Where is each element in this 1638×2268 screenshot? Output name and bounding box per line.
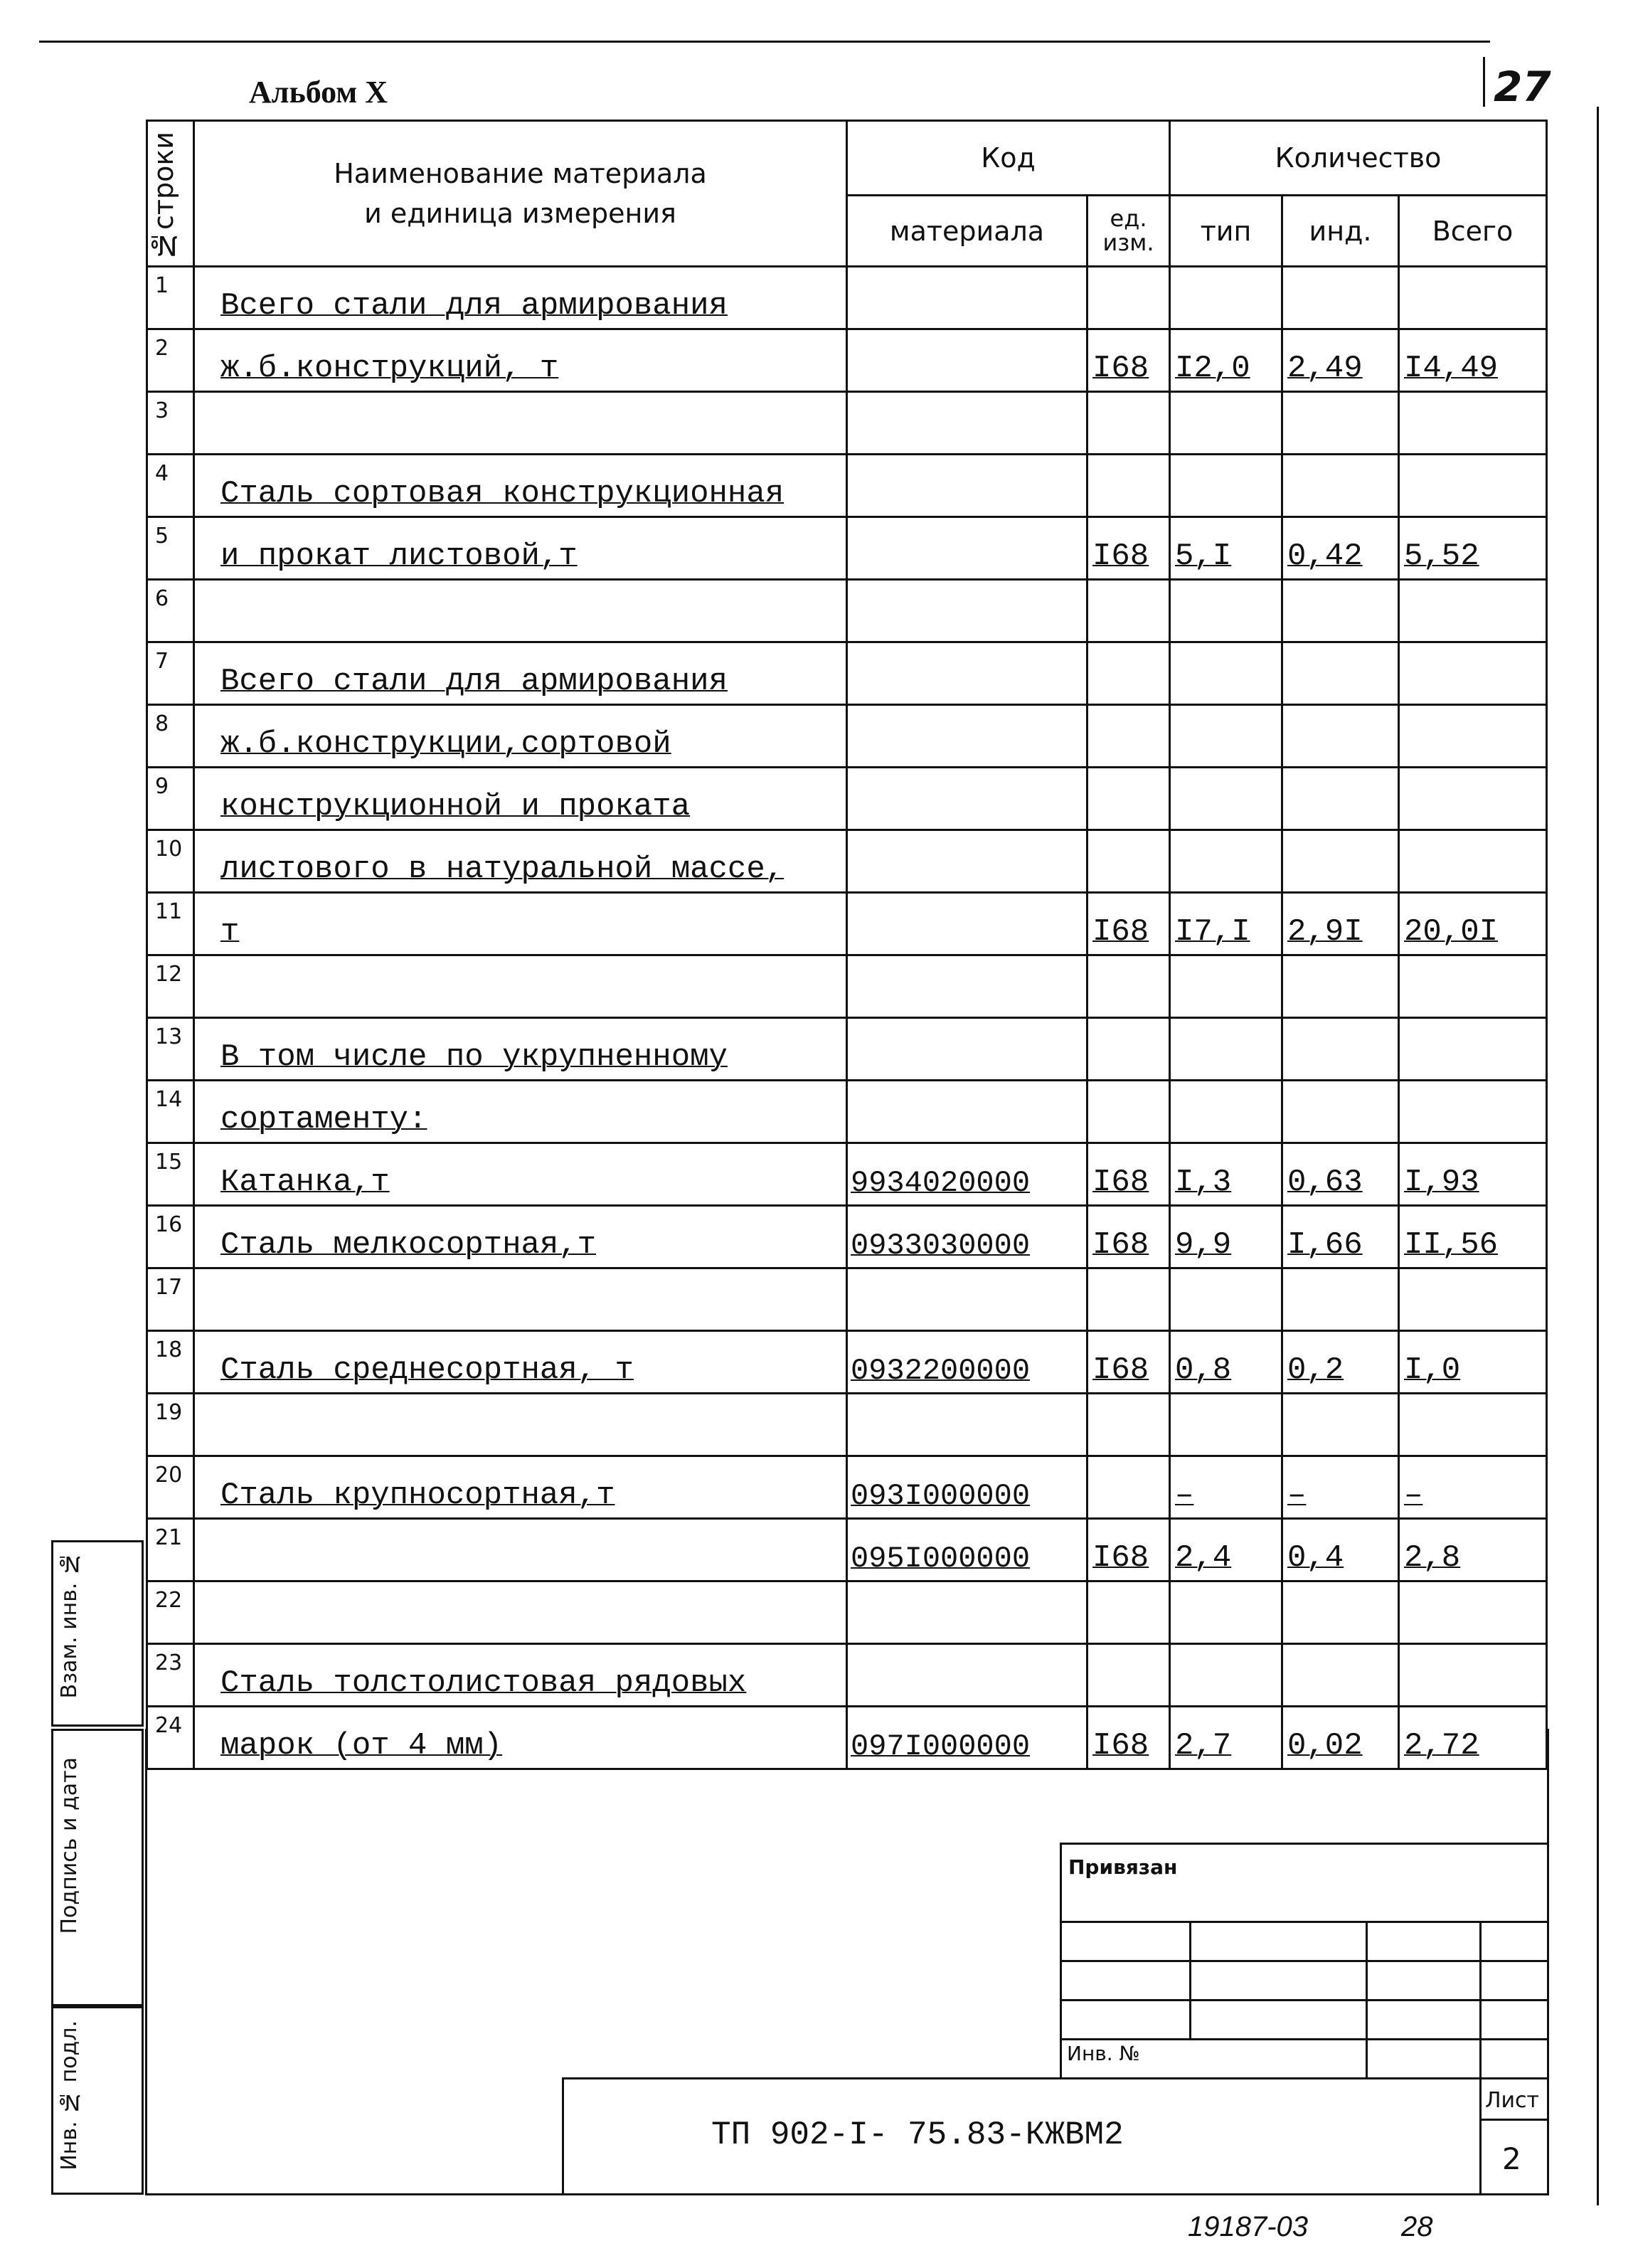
material-code: 0932200000 [847,1331,1087,1394]
unit-code: I68 [1087,1143,1170,1206]
qty-ind: I,66 [1282,1206,1399,1268]
stamp-privyazan-top [1060,1843,1549,1845]
qty-total [1399,1018,1547,1081]
material-name: Сталь толстолистовая рядовых [194,1644,847,1707]
row-number: 2 [147,329,194,392]
table-row [147,1081,1547,1143]
qty-total: – [1399,1456,1547,1519]
material-code [847,580,1087,642]
table-row [147,768,1547,830]
qty-ind: 0,63 [1282,1143,1399,1206]
material-code [847,893,1087,955]
right-margin-line [1597,107,1599,2205]
stamp-row-2 [1060,1960,1549,1962]
material-name [194,1394,847,1456]
row-number: 5 [147,517,194,580]
qty-ind: 0,2 [1282,1331,1399,1394]
material-code [847,768,1087,830]
qty-total: 2,8 [1399,1519,1547,1581]
title-block-top [562,2077,1549,2079]
material-name: и прокат листовой,т [194,517,847,580]
table-row [147,455,1547,517]
material-name: сортаменту: [194,1081,847,1143]
material-code [847,517,1087,580]
qty-ind [1282,705,1399,768]
material-code [847,642,1087,705]
unit-code: I68 [1087,329,1170,392]
qty-type: I2,0 [1170,329,1282,392]
unit-code [1087,267,1170,329]
unit-code: I68 [1087,1206,1170,1268]
footer-page-number: 28 [1401,2211,1433,2242]
material-name [194,1581,847,1644]
row-number: 16 [147,1206,194,1268]
qty-ind [1282,955,1399,1018]
row-number: 3 [147,392,194,455]
sheet-number: 2 [1502,2141,1521,2176]
table-row [147,1644,1547,1707]
sheet-label: Лист [1485,2088,1540,2113]
qty-type: – [1170,1456,1282,1519]
header-row-number-label: №строки [148,131,179,261]
unit-code [1087,1456,1170,1519]
stamp-row-3 [1060,1999,1549,2001]
qty-total [1399,267,1547,329]
material-code [847,1644,1087,1707]
qty-type: 0,8 [1170,1331,1282,1394]
unit-code: I68 [1087,893,1170,955]
qty-total [1399,955,1547,1018]
qty-type [1170,1268,1282,1331]
top-rule [39,41,1490,43]
row-number: 23 [147,1644,194,1707]
table-row [147,1394,1547,1456]
qty-ind [1282,768,1399,830]
qty-ind [1282,1394,1399,1456]
stamp-col-2 [1366,1921,1368,2077]
row-number: 9 [147,768,194,830]
material-name [194,1268,847,1331]
table-row [147,1581,1547,1644]
stamp-privyazan-label: Привязан [1068,1855,1178,1879]
row-number: 13 [147,1018,194,1081]
qty-total [1399,1644,1547,1707]
row-number: 11 [147,893,194,955]
document-code: ТП 902-I- 75.83-КЖВМ2 [711,2116,1124,2153]
qty-ind [1282,830,1399,893]
qty-type: 2,7 [1170,1707,1282,1769]
qty-total [1399,455,1547,517]
material-code [847,267,1087,329]
side-label-vzam: Взам. инв. № [57,1551,82,1699]
qty-type: 9,9 [1170,1206,1282,1268]
frame-left-line [145,1729,147,2195]
qty-ind [1282,642,1399,705]
table-row [147,642,1547,705]
unit-code [1087,1081,1170,1143]
table-row [147,955,1547,1018]
material-name: марок (от 4 мм) [194,1707,847,1769]
qty-total [1399,705,1547,768]
table-row [147,1018,1547,1081]
header-qty-total: Всего [1399,196,1547,267]
unit-code: I68 [1087,517,1170,580]
unit-code [1087,1394,1170,1456]
table-row [147,1206,1547,1268]
material-code: 095I000000 [847,1519,1087,1581]
table-row [147,893,1547,955]
qty-type [1170,642,1282,705]
table-row [147,267,1547,329]
table-row [147,1268,1547,1331]
material-code [847,329,1087,392]
qty-ind [1282,455,1399,517]
qty-type [1170,705,1282,768]
qty-ind: 2,9I [1282,893,1399,955]
qty-total: 2,72 [1399,1707,1547,1769]
qty-total [1399,1268,1547,1331]
header-unit-line-2: изм. [1102,228,1154,256]
unit-code [1087,955,1170,1018]
header-material-name [194,121,847,267]
table-row [147,1143,1547,1206]
material-name: т [194,893,847,955]
qty-type: I,3 [1170,1143,1282,1206]
qty-ind [1282,1581,1399,1644]
material-code [847,392,1087,455]
qty-total [1399,1581,1547,1644]
unit-code [1087,768,1170,830]
qty-type [1170,1581,1282,1644]
qty-ind: 0,4 [1282,1519,1399,1581]
qty-type: 5,I [1170,517,1282,580]
qty-ind: 2,49 [1282,329,1399,392]
table-row [147,329,1547,392]
qty-type [1170,267,1282,329]
material-code: 9934020000 [847,1143,1087,1206]
qty-total: I4,49 [1399,329,1547,392]
title-block-sheet-line [1479,2119,1549,2121]
material-code: 093I000000 [847,1456,1087,1519]
unit-code: I68 [1087,1519,1170,1581]
material-code [847,830,1087,893]
qty-type [1170,830,1282,893]
material-code [847,455,1087,517]
row-number: 12 [147,955,194,1018]
table-row [147,1331,1547,1394]
stamp-inv-label: Инв. № [1067,2042,1140,2065]
row-number: 6 [147,580,194,642]
qty-ind [1282,392,1399,455]
qty-ind [1282,580,1399,642]
stamp-row-1 [1060,1921,1549,1923]
material-name: Сталь крупносортная,т [194,1456,847,1519]
qty-type [1170,768,1282,830]
row-number: 8 [147,705,194,768]
frame-bottom-line [145,2193,1549,2195]
unit-code [1087,392,1170,455]
material-name [194,392,847,455]
row-number: 14 [147,1081,194,1143]
material-name [194,1519,847,1581]
row-number: 22 [147,1581,194,1644]
header-qty-type: тип [1170,196,1282,267]
header-quantity: Количество [1170,121,1547,196]
material-name [194,580,847,642]
table-row [147,1707,1547,1769]
material-name: Всего стали для армирования [194,642,847,705]
unit-code [1087,580,1170,642]
row-number: 24 [147,1707,194,1769]
row-number: 21 [147,1519,194,1581]
qty-type: 2,4 [1170,1519,1282,1581]
title-block-sheet-divider [1479,2077,1482,2195]
album-title: Альбом X [249,75,388,110]
material-name: Сталь мелкосортная,т [194,1206,847,1268]
qty-total [1399,1394,1547,1456]
header-code: Код [847,121,1170,196]
material-name: Сталь среднесортная, т [194,1331,847,1394]
table-row [147,705,1547,768]
header-row-number [147,121,194,267]
unit-code [1087,830,1170,893]
material-code [847,1394,1087,1456]
row-number: 10 [147,830,194,893]
qty-total [1399,392,1547,455]
materials-table [146,120,1548,1770]
qty-type [1170,455,1282,517]
material-name: Катанка,т [194,1143,847,1206]
page-number-divider [1483,57,1485,107]
side-label-inv-podl: Инв. № подл. [57,2020,82,2171]
title-block-left [562,2077,564,2195]
row-number: 19 [147,1394,194,1456]
qty-ind [1282,1644,1399,1707]
row-number: 7 [147,642,194,705]
material-code [847,1081,1087,1143]
header-code-unit [1087,196,1170,267]
qty-total [1399,768,1547,830]
material-code [847,1581,1087,1644]
qty-type [1170,955,1282,1018]
page-number-top: 27 [1494,63,1551,111]
material-code [847,705,1087,768]
material-code [847,1018,1087,1081]
stamp-col-3 [1479,1921,1482,2077]
material-name: В том числе по укрупненному [194,1018,847,1081]
side-label-podpis: Подпись и дата [57,1757,82,1934]
unit-code [1087,642,1170,705]
material-name [194,955,847,1018]
material-name: Сталь сортовая конструкционная [194,455,847,517]
qty-ind: – [1282,1456,1399,1519]
qty-ind [1282,1081,1399,1143]
qty-total: II,56 [1399,1206,1547,1268]
table-row [147,1519,1547,1581]
material-name: ж.б.конструкций, т [194,329,847,392]
qty-ind [1282,1268,1399,1331]
material-code: 0933030000 [847,1206,1087,1268]
qty-ind [1282,267,1399,329]
qty-total: 5,52 [1399,517,1547,580]
qty-type [1170,1394,1282,1456]
material-name: конструкционной и проката [194,768,847,830]
qty-total [1399,1081,1547,1143]
qty-type: I7,I [1170,893,1282,955]
qty-ind: 0,02 [1282,1707,1399,1769]
unit-code: I68 [1087,1331,1170,1394]
unit-code [1087,1268,1170,1331]
qty-total: 20,0I [1399,893,1547,955]
unit-code [1087,705,1170,768]
table-row [147,517,1547,580]
archive-code: 19187-03 [1188,2211,1309,2242]
header-name-line-1: Наименование материала [334,158,707,189]
unit-code [1087,455,1170,517]
material-name: Всего стали для армирования [194,267,847,329]
qty-total: I,0 [1399,1331,1547,1394]
qty-type [1170,1018,1282,1081]
header-code-material: материала [847,196,1087,267]
material-code [847,1268,1087,1331]
unit-code [1087,1644,1170,1707]
qty-type [1170,1644,1282,1707]
material-name: листового в натуральной массе, [194,830,847,893]
row-number: 4 [147,455,194,517]
qty-total [1399,830,1547,893]
row-number: 15 [147,1143,194,1206]
header-name-line-2: и единица измерения [364,198,676,229]
row-number: 17 [147,1268,194,1331]
table-row [147,392,1547,455]
row-number: 20 [147,1456,194,1519]
unit-code [1087,1018,1170,1081]
qty-type [1170,580,1282,642]
table-row [147,580,1547,642]
material-code [847,955,1087,1018]
qty-type [1170,392,1282,455]
header-qty-ind: инд. [1282,196,1399,267]
table-row [147,1456,1547,1519]
qty-total [1399,580,1547,642]
qty-total: I,93 [1399,1143,1547,1206]
material-name: ж.б.конструкции,сортовой [194,705,847,768]
table-row [147,830,1547,893]
header-unit-line-1: ед. [1110,204,1147,232]
row-number: 18 [147,1331,194,1394]
stamp-col-1 [1189,1921,1191,2038]
qty-ind [1282,1018,1399,1081]
qty-type [1170,1081,1282,1143]
material-code: 097I000000 [847,1707,1087,1769]
unit-code [1087,1581,1170,1644]
qty-total [1399,642,1547,705]
qty-ind: 0,42 [1282,517,1399,580]
stamp-row-4 [1060,2038,1549,2040]
row-number: 1 [147,267,194,329]
unit-code: I68 [1087,1707,1170,1769]
